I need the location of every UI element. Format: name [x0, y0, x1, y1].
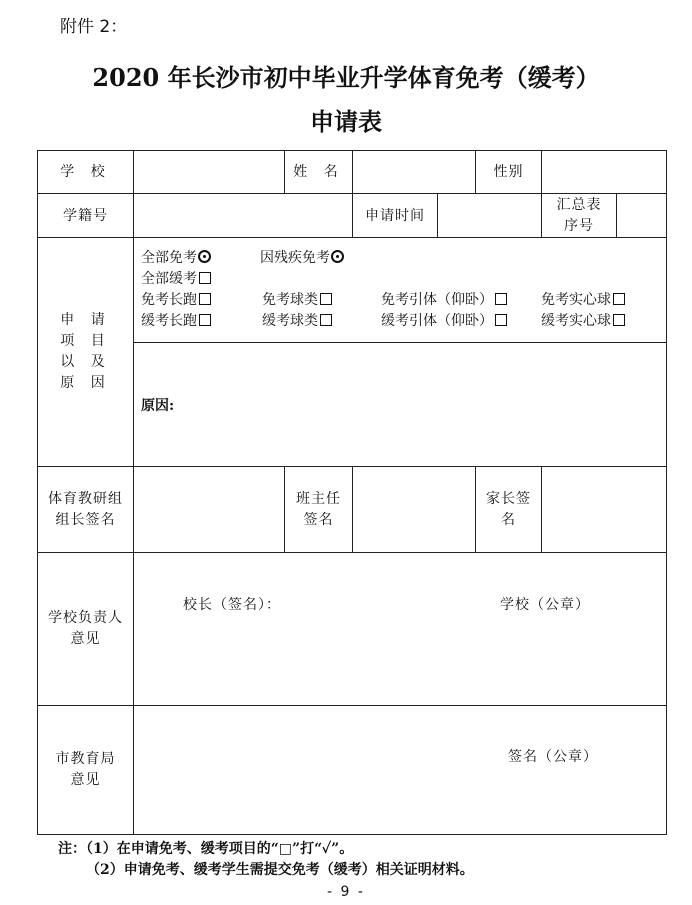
gender-field[interactable] [542, 151, 666, 193]
note-2: （2）申请免考、缓考学生需提交免考（缓考）相关证明材料。 [86, 862, 474, 878]
bureau-opinion-line: 市教育局 [55, 751, 116, 767]
checkbox-icon[interactable] [613, 314, 625, 326]
document-subtitle: 申请表 [310, 107, 382, 136]
summary-no-label-line2: 序号 [564, 217, 594, 234]
school-seal-label: 学校（公章） [500, 597, 590, 613]
parent-sign-line: 家长签 [486, 490, 531, 507]
pe-leader-sign-label [38, 467, 133, 552]
page-number: - 9 - [327, 884, 365, 900]
checkbox-icon[interactable] [199, 272, 211, 284]
pe-leader-sign-line: 体育教研组 [48, 490, 123, 507]
note-prefix: 注： [58, 841, 86, 857]
head-teacher-sign-line: 班主任 [296, 490, 341, 507]
bureau-opinion-label [38, 706, 133, 834]
attachment-label: 附件 2： [60, 17, 128, 37]
option-all-exempt-label: 全部免考 [141, 250, 197, 266]
head-teacher-sign-line: 签名 [303, 511, 334, 528]
option-exempt-run[interactable] [141, 290, 211, 310]
option-defer-ball-label: 缓考球类 [262, 313, 318, 329]
radio-icon[interactable] [331, 250, 344, 263]
option-disability-exempt[interactable] [260, 248, 344, 268]
apply-time-label: 申请时间 [365, 207, 425, 224]
option-all-deferred[interactable] [141, 269, 211, 289]
option-exempt-ball[interactable] [262, 290, 332, 310]
summary-no-label [542, 194, 616, 237]
checkbox-icon[interactable] [495, 314, 507, 326]
option-disability-exempt-label: 因残疾免考 [260, 250, 330, 266]
option-defer-shot-label: 缓考实心球 [541, 313, 611, 329]
option-all-deferred-label: 全部缓考 [141, 271, 197, 287]
option-exempt-pullup[interactable] [381, 290, 507, 310]
reason-field[interactable] [200, 346, 660, 462]
school-label: 学 校 [60, 164, 111, 180]
reason-label: 原因: [141, 398, 175, 414]
option-exempt-ball-label: 免考球类 [262, 292, 318, 308]
student-id-label: 学籍号 [63, 207, 108, 224]
head-teacher-sign-label [285, 467, 352, 552]
checkbox-icon[interactable] [320, 314, 332, 326]
name-field[interactable] [353, 151, 475, 193]
pe-leader-sign-line: 组长签名 [55, 511, 116, 528]
option-exempt-shot[interactable] [541, 290, 625, 310]
option-defer-shot[interactable] [541, 311, 625, 331]
school-opinion-label [38, 553, 133, 705]
summary-no-label-line1: 汇总表 [556, 196, 602, 213]
name-label: 姓 名 [293, 164, 344, 180]
school-opinion-line: 学校负责人 [48, 610, 123, 626]
items-label-line: 以 及 [60, 354, 111, 370]
items-label-line: 原 因 [60, 375, 111, 391]
option-all-exempt[interactable] [141, 248, 211, 268]
gender-label: 性别 [493, 164, 524, 180]
summary-no-field[interactable] [617, 194, 666, 237]
items-label-line: 申 请 [60, 312, 111, 328]
parent-sign-field[interactable] [542, 467, 666, 552]
radio-icon[interactable] [198, 250, 211, 263]
apply-time-field[interactable] [438, 194, 541, 237]
checkbox-icon[interactable] [199, 293, 211, 305]
parent-sign-label [476, 467, 541, 552]
option-defer-pullup[interactable] [381, 311, 507, 331]
items-label-line: 项 目 [60, 333, 111, 349]
checkbox-icon[interactable] [495, 293, 507, 305]
pe-leader-sign-field[interactable] [134, 467, 284, 552]
checkbox-icon[interactable] [199, 314, 211, 326]
school-opinion-line: 意见 [70, 631, 101, 647]
principal-sign-label: 校长（签名）： [183, 597, 281, 613]
option-defer-pullup-label: 缓考引体（仰卧） [381, 313, 493, 329]
school-field[interactable] [134, 151, 284, 193]
option-defer-run[interactable] [141, 311, 211, 331]
bureau-opinion-line: 意见 [70, 772, 101, 788]
note-line-1 [58, 838, 353, 858]
parent-sign-line: 名 [501, 511, 516, 528]
option-exempt-run-label: 免考长跑 [141, 292, 197, 308]
head-teacher-sign-field[interactable] [353, 467, 475, 552]
items-label [38, 238, 133, 466]
document-title: 2020 年长沙市初中毕业升学体育免考（缓考） [92, 63, 600, 92]
checkbox-icon[interactable] [613, 293, 625, 305]
option-defer-ball[interactable] [262, 311, 332, 331]
student-id-field[interactable] [134, 194, 352, 237]
checkbox-icon[interactable] [320, 293, 332, 305]
option-exempt-pullup-label: 免考引体（仰卧） [381, 292, 493, 308]
note-1: （1）在申请免考、缓考项目的“□”打“✓”。 [86, 841, 354, 857]
option-defer-run-label: 缓考长跑 [141, 313, 197, 329]
bureau-seal-label: 签名（公章） [508, 749, 598, 765]
option-exempt-shot-label: 免考实心球 [541, 292, 611, 308]
